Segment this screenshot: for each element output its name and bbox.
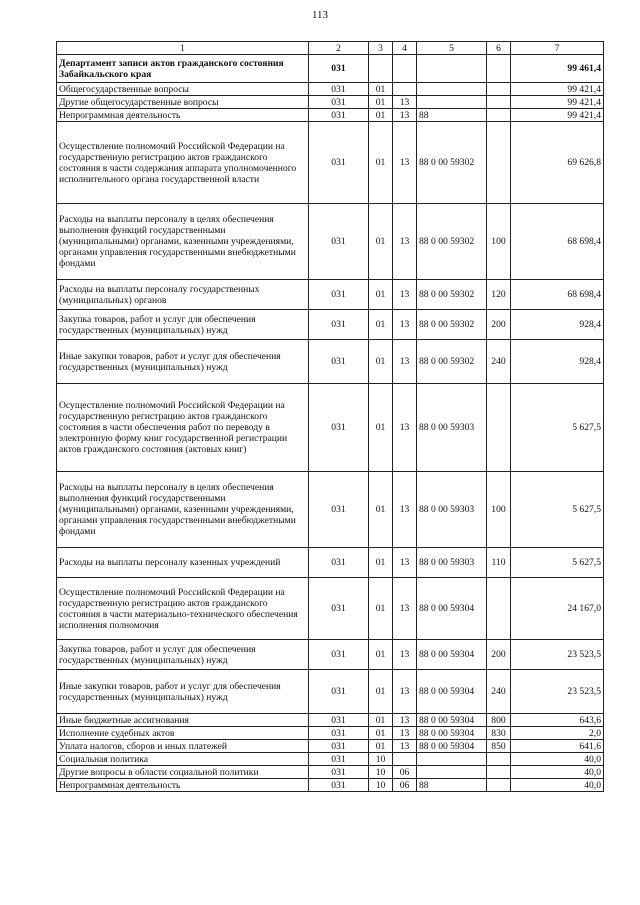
section-code-cell: 01 [369, 740, 393, 753]
expense-type-code-cell [487, 55, 511, 83]
table-row [57, 109, 604, 122]
expense-type-code-cell: 200 [487, 310, 511, 340]
target-article-code-cell: 88 [417, 779, 487, 792]
amount-cell: 99 421,4 [511, 83, 604, 96]
expense-name-cell: Расходы на выплаты персоналу государственных (муниципальных) органов [57, 280, 309, 310]
department-code-cell: 031 [309, 384, 369, 472]
target-article-code-cell: 88 0 00 59304 [417, 740, 487, 753]
subsection-code-cell: 13 [393, 280, 417, 310]
column-header: 1 [57, 42, 309, 55]
target-article-code-cell: 88 0 00 59302 [417, 204, 487, 280]
subsection-code-cell: 13 [393, 340, 417, 384]
subsection-code-cell: 13 [393, 714, 417, 727]
subsection-code-cell: 13 [393, 578, 417, 640]
department-code-cell: 031 [309, 727, 369, 740]
target-article-code-cell: 88 0 00 59304 [417, 670, 487, 714]
expense-name-cell: Закупка товаров, работ и услуг для обеспечения государственных (муниципальных) нужд [57, 310, 309, 340]
department-code-cell: 031 [309, 310, 369, 340]
subsection-code-cell: 13 [393, 310, 417, 340]
table-row [57, 340, 604, 384]
amount-cell: 643,6 [511, 714, 604, 727]
section-code-cell: 10 [369, 779, 393, 792]
section-code-cell: 01 [369, 96, 393, 109]
expense-type-code-cell [487, 384, 511, 472]
table-row [57, 384, 604, 472]
expense-type-code-cell: 800 [487, 714, 511, 727]
target-article-code-cell: 88 0 00 59302 [417, 340, 487, 384]
department-code-cell: 031 [309, 204, 369, 280]
amount-cell: 23 523,5 [511, 640, 604, 670]
table-row [57, 122, 604, 204]
expense-name-cell: Исполнение судебных актов [57, 727, 309, 740]
department-code-cell: 031 [309, 670, 369, 714]
target-article-code-cell [417, 55, 487, 83]
budget-table [56, 41, 604, 792]
department-code-cell: 031 [309, 779, 369, 792]
target-article-code-cell: 88 0 00 59302 [417, 310, 487, 340]
target-article-code-cell: 88 0 00 59304 [417, 578, 487, 640]
expense-name-cell: Иные бюджетные ассигнования [57, 714, 309, 727]
table-row [57, 280, 604, 310]
table-row [57, 753, 604, 766]
subsection-code-cell: 13 [393, 96, 417, 109]
subsection-code-cell: 13 [393, 548, 417, 578]
department-code-cell: 031 [309, 109, 369, 122]
section-code-cell: 10 [369, 753, 393, 766]
expense-name-cell: Другие вопросы в области социальной политики [57, 766, 309, 779]
department-code-cell: 031 [309, 340, 369, 384]
expense-type-code-cell [487, 83, 511, 96]
department-code-cell: 031 [309, 280, 369, 310]
section-code-cell: 01 [369, 472, 393, 548]
expense-name-cell: Иные закупки товаров, работ и услуг для обеспечения государственных (муниципальных) нужд [57, 340, 309, 384]
section-code-cell: 01 [369, 122, 393, 204]
section-code-cell: 01 [369, 640, 393, 670]
expense-type-code-cell: 850 [487, 740, 511, 753]
section-code-cell: 01 [369, 714, 393, 727]
target-article-code-cell: 88 0 00 59302 [417, 122, 487, 204]
target-article-code-cell: 88 0 00 59304 [417, 714, 487, 727]
target-article-code-cell: 88 [417, 109, 487, 122]
department-code-cell: 031 [309, 766, 369, 779]
subsection-code-cell [393, 55, 417, 83]
expense-type-code-cell [487, 96, 511, 109]
subsection-code-cell: 13 [393, 727, 417, 740]
table-row [57, 204, 604, 280]
expense-type-code-cell: 110 [487, 548, 511, 578]
target-article-code-cell: 88 0 00 59303 [417, 548, 487, 578]
table-row [57, 96, 604, 109]
column-header: 2 [309, 42, 369, 55]
expense-name-cell: Уплата налогов, сборов и иных платежей [57, 740, 309, 753]
table-row [57, 714, 604, 727]
department-code-cell: 031 [309, 578, 369, 640]
expense-type-code-cell [487, 122, 511, 204]
expense-type-code-cell: 240 [487, 340, 511, 384]
expense-name-cell: Департамент записи актов гражданского состояния Забайкальского края [57, 55, 309, 83]
amount-cell: 23 523,5 [511, 670, 604, 714]
section-code-cell: 01 [369, 310, 393, 340]
department-code-cell: 031 [309, 714, 369, 727]
expense-type-code-cell [487, 779, 511, 792]
target-article-code-cell: 88 0 00 59302 [417, 280, 487, 310]
amount-cell: 5 627,5 [511, 472, 604, 548]
expense-name-cell: Иные закупки товаров, работ и услуг для обеспечения государственных (муниципальных) нужд [57, 670, 309, 714]
subsection-code-cell: 06 [393, 766, 417, 779]
expense-type-code-cell: 830 [487, 727, 511, 740]
amount-cell: 99 461,4 [511, 55, 604, 83]
department-code-cell: 031 [309, 55, 369, 83]
section-code-cell: 01 [369, 670, 393, 714]
target-article-code-cell [417, 753, 487, 766]
expense-type-code-cell [487, 578, 511, 640]
subsection-code-cell: 13 [393, 740, 417, 753]
subsection-code-cell: 13 [393, 640, 417, 670]
subsection-code-cell [393, 83, 417, 96]
table-row [57, 578, 604, 640]
column-number-row [57, 42, 604, 55]
department-code-cell: 031 [309, 548, 369, 578]
section-code-cell: 01 [369, 109, 393, 122]
amount-cell: 40,0 [511, 753, 604, 766]
department-code-cell: 031 [309, 753, 369, 766]
department-code-cell: 031 [309, 472, 369, 548]
department-code-cell: 031 [309, 640, 369, 670]
section-code-cell: 01 [369, 727, 393, 740]
column-header: 5 [417, 42, 487, 55]
expense-name-cell: Расходы на выплаты персоналу казенных учреждений [57, 548, 309, 578]
target-article-code-cell: 88 0 00 59304 [417, 727, 487, 740]
table-row [57, 472, 604, 548]
expense-type-code-cell: 200 [487, 640, 511, 670]
section-code-cell: 01 [369, 578, 393, 640]
expense-type-code-cell [487, 766, 511, 779]
expense-name-cell: Осуществление полномочий Российской Федерации на государственную регистрацию актов гражданского состояния в части обеспечения работ по переводу в электронную форму книг государственной регистрации актов гражданского состояния (актовых книг) [57, 384, 309, 472]
expense-name-cell: Расходы на выплаты персоналу в целях обеспечения выполнения функций государственными (муниципальными) органами, казенными учреждениями, органами управления государственными внебюджетными фондами [57, 472, 309, 548]
amount-cell: 5 627,5 [511, 548, 604, 578]
department-code-cell: 031 [309, 83, 369, 96]
target-article-code-cell: 88 0 00 59304 [417, 640, 487, 670]
section-code-cell [369, 55, 393, 83]
section-code-cell: 01 [369, 83, 393, 96]
expense-type-code-cell [487, 753, 511, 766]
subsection-code-cell: 13 [393, 670, 417, 714]
amount-cell: 68 698,4 [511, 204, 604, 280]
amount-cell: 40,0 [511, 779, 604, 792]
expense-name-cell: Общегосударственные вопросы [57, 83, 309, 96]
table-row [57, 640, 604, 670]
amount-cell: 69 626,8 [511, 122, 604, 204]
expense-name-cell: Социальная политика [57, 753, 309, 766]
target-article-code-cell [417, 766, 487, 779]
amount-cell: 68 698,4 [511, 280, 604, 310]
expense-type-code-cell: 100 [487, 204, 511, 280]
target-article-code-cell: 88 0 00 59303 [417, 384, 487, 472]
amount-cell: 5 627,5 [511, 384, 604, 472]
department-code-cell: 031 [309, 122, 369, 204]
amount-cell: 24 167,0 [511, 578, 604, 640]
expense-name-cell: Расходы на выплаты персоналу в целях обеспечения выполнения функций государственными (муниципальными) органами, казенными учреждениями, органами управления государственными внебюджетными фондами [57, 204, 309, 280]
expense-name-cell: Осуществление полномочий Российской Федерации на государственную регистрацию актов гражданского состояния в части материально-технического обеспечения исполнения полномочия [57, 578, 309, 640]
table-row [57, 310, 604, 340]
target-article-code-cell [417, 96, 487, 109]
section-code-cell: 01 [369, 340, 393, 384]
expense-type-code-cell: 120 [487, 280, 511, 310]
expense-type-code-cell: 240 [487, 670, 511, 714]
column-header: 3 [369, 42, 393, 55]
amount-cell: 928,4 [511, 340, 604, 384]
table-row [57, 55, 604, 83]
subsection-code-cell: 13 [393, 204, 417, 280]
department-code-cell: 031 [309, 96, 369, 109]
section-code-cell: 01 [369, 280, 393, 310]
subsection-code-cell: 13 [393, 109, 417, 122]
table-row [57, 779, 604, 792]
amount-cell: 641,6 [511, 740, 604, 753]
section-code-cell: 10 [369, 766, 393, 779]
expense-type-code-cell [487, 109, 511, 122]
column-header: 7 [511, 42, 604, 55]
page-number: 113 [311, 9, 329, 21]
table-body [57, 55, 604, 792]
table-row [57, 727, 604, 740]
expense-name-cell: Закупка товаров, работ и услуг для обеспечения государственных (муниципальных) нужд [57, 640, 309, 670]
table-row [57, 740, 604, 753]
subsection-code-cell: 13 [393, 472, 417, 548]
target-article-code-cell [417, 83, 487, 96]
section-code-cell: 01 [369, 204, 393, 280]
section-code-cell: 01 [369, 384, 393, 472]
expense-name-cell: Непрограммная деятельность [57, 779, 309, 792]
expense-name-cell: Осуществление полномочий Российской Федерации на государственную регистрацию актов гражданского состояния в части содержания аппарата уполномоченного исполнительного органа государственной власти [57, 122, 309, 204]
table-row [57, 83, 604, 96]
subsection-code-cell: 06 [393, 779, 417, 792]
section-code-cell: 01 [369, 548, 393, 578]
amount-cell: 40,0 [511, 766, 604, 779]
table-row [57, 766, 604, 779]
expense-type-code-cell: 100 [487, 472, 511, 548]
amount-cell: 99 421,4 [511, 96, 604, 109]
expense-name-cell: Другие общегосударственные вопросы [57, 96, 309, 109]
table-row [57, 548, 604, 578]
amount-cell: 928,4 [511, 310, 604, 340]
subsection-code-cell: 13 [393, 122, 417, 204]
amount-cell: 99 421,4 [511, 109, 604, 122]
table-row [57, 670, 604, 714]
subsection-code-cell [393, 753, 417, 766]
column-header: 6 [487, 42, 511, 55]
subsection-code-cell: 13 [393, 384, 417, 472]
column-header: 4 [393, 42, 417, 55]
department-code-cell: 031 [309, 740, 369, 753]
amount-cell: 2,0 [511, 727, 604, 740]
target-article-code-cell: 88 0 00 59303 [417, 472, 487, 548]
expense-name-cell: Непрограммная деятельность [57, 109, 309, 122]
